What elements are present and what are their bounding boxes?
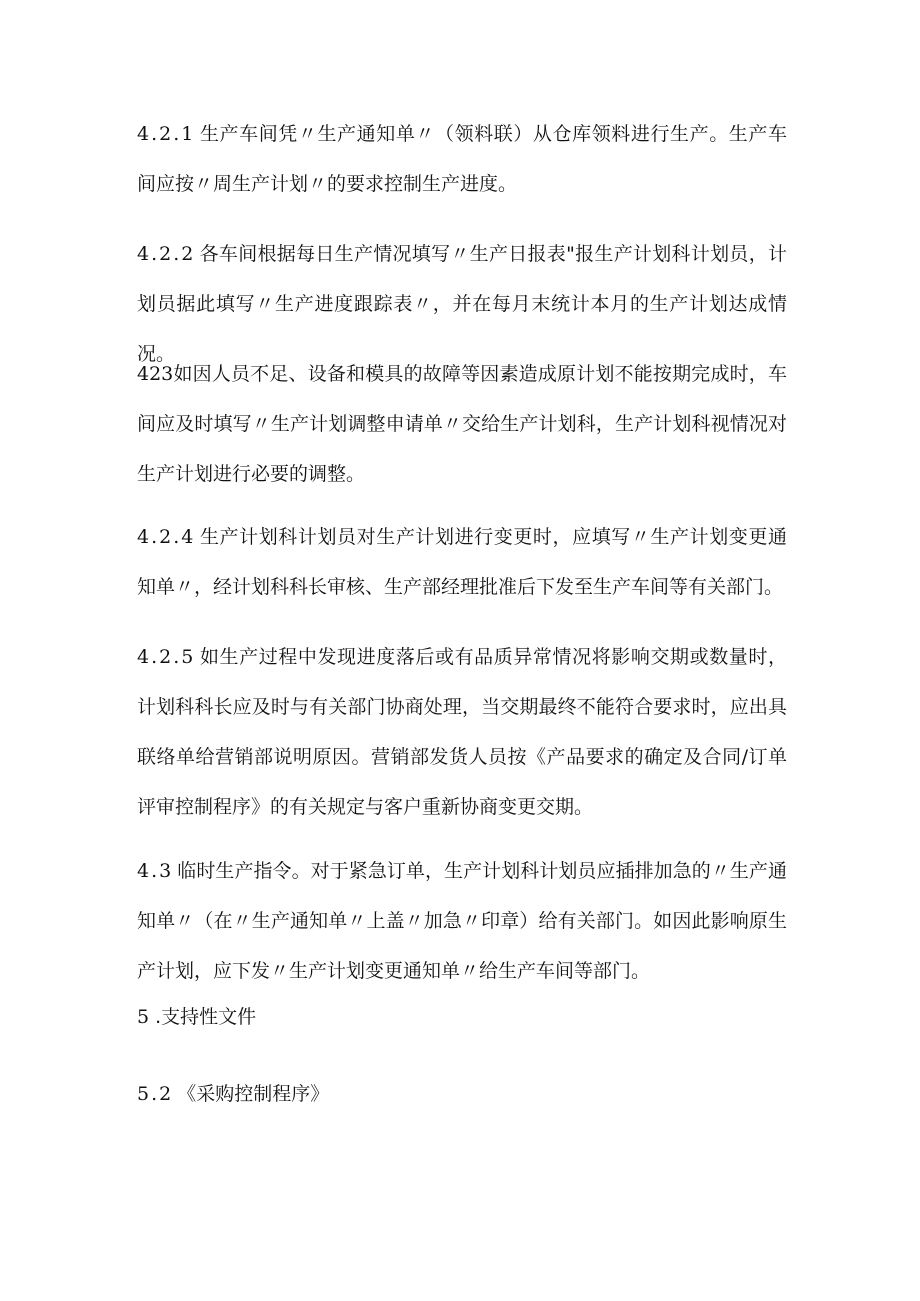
heading-5-supporting-documents xyxy=(137,992,787,1042)
section-number: 4.2.2 xyxy=(137,243,196,265)
paragraph-text: 如生产过程中发现进度落后或有品质异常情况将影响交期或数量时，计划科科长应及时与有关部门协商处理，当交期最终不能符合要求时，应出具联络单给营销部说明原因。营销部发货人员按《产品要求的确定及合同/订单评审控制程序》的有关规定与客户重新协商变更交期。 xyxy=(137,646,787,818)
paragraph-4-2-1 xyxy=(137,109,787,209)
paragraph-text: 生产车间凭〃生产通知单〃（领料联）从仓库领料进行生产。生产车间应按〃周生产计划〃的要求控制生产进度。 xyxy=(137,123,787,195)
paragraph-4-2-5 xyxy=(137,632,787,832)
paragraph-text: 《采购控制程序》 xyxy=(177,1083,330,1105)
paragraph-text: 生产计划科计划员对生产计划进行变更时，应填写〃生产计划变更通知单〃，经计划科科长审核、生产部经理批准后下发至生产车间等有关部门。 xyxy=(137,526,787,598)
section-number: 4.2.1 xyxy=(137,123,196,145)
paragraph-text: 临时生产指令。对于紧急订单，生产计划科计划员应插排加急的〃生产通知单〃（在〃生产通知单〃上盖〃加急〃印章）给有关部门。如因此影响原生产计划，应下发〃生产计划变更通知单〃给生产车间等部门。 xyxy=(137,860,787,982)
section-number: 5.2 xyxy=(137,1083,174,1105)
section-number: 423 xyxy=(137,363,174,385)
paragraph-4-3 xyxy=(137,846,787,996)
paragraph-4-2-3 xyxy=(137,349,787,499)
section-number: 4.2.4 xyxy=(137,526,196,548)
section-number: 4.2.5 xyxy=(137,646,196,668)
paragraph-5-2 xyxy=(137,1069,787,1119)
paragraph-4-2-4 xyxy=(137,512,787,612)
paragraph-text: 各车间根据每日生产情况填写〃生产日报表"报生产计划科计划员，计划员据此填写〃生产进度跟踪表〃，并在每月末统计本月的生产计划达成情况。 xyxy=(137,243,787,365)
paragraph-text: 如因人员不足、设备和模具的故障等因素造成原计划不能按期完成时，车间应及时填写〃生产计划调整申请单〃交给生产计划科，生产计划科视情况对生产计划进行必要的调整。 xyxy=(137,363,787,485)
heading-text: .支持性文件 xyxy=(155,1006,257,1028)
section-number: 5 xyxy=(137,1006,152,1028)
section-number: 4.3 xyxy=(137,860,174,882)
